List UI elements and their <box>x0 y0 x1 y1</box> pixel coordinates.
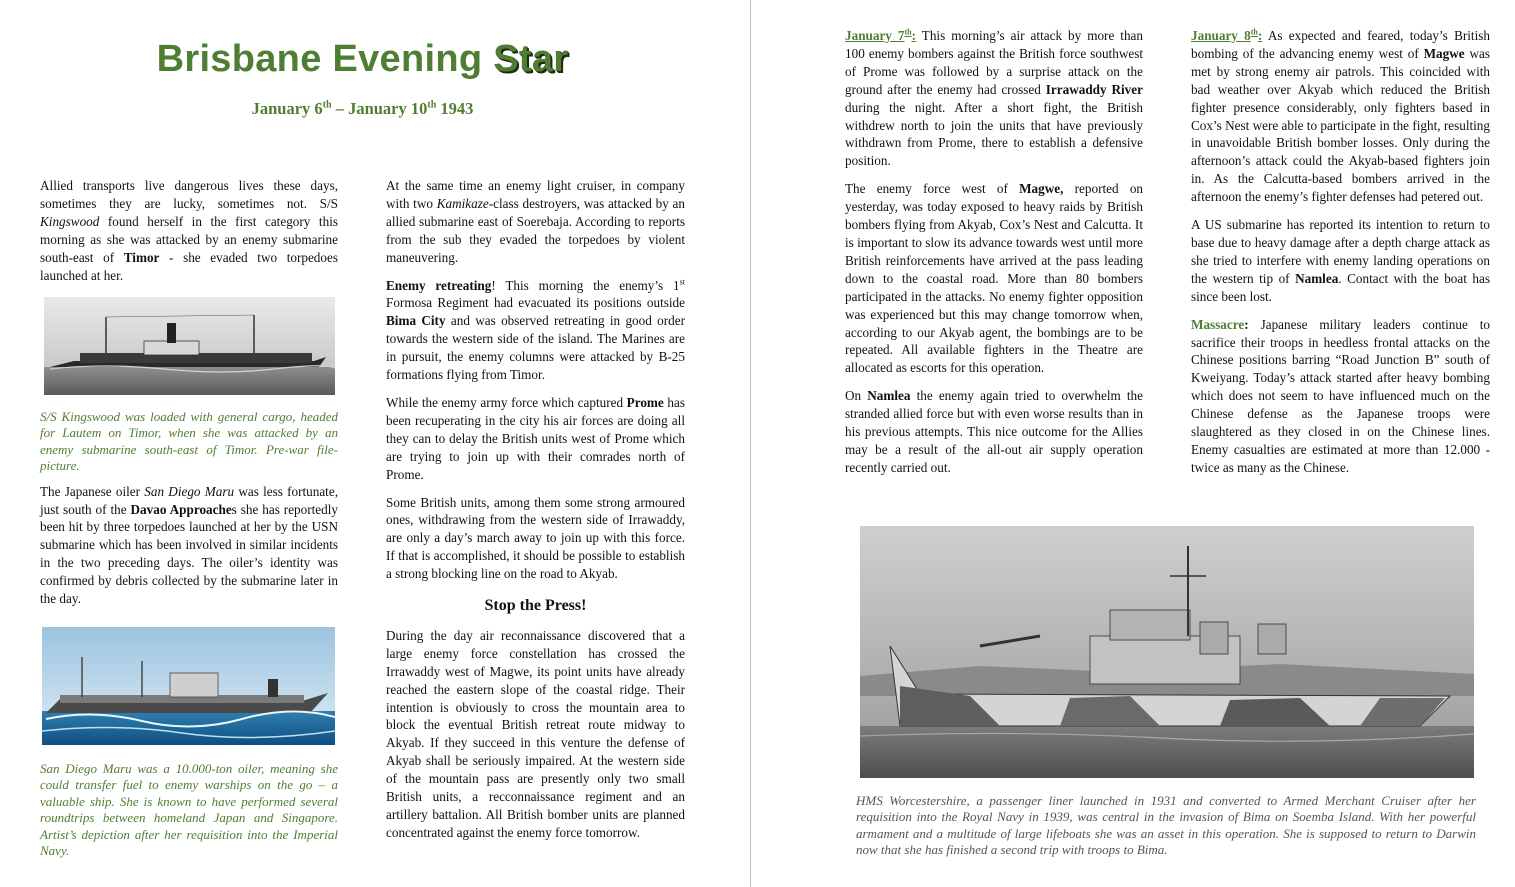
place-name: Irrawaddy River <box>1045 81 1143 97</box>
date-heading: January 8 <box>1191 28 1251 43</box>
oiler-ship-image <box>42 627 335 745</box>
column-3 <box>845 27 1143 487</box>
hms-worcestershire-caption: HMS Worcestershire, a passenger liner launched in 1931 and converted to Armed Merchant Cruiser after her requisition into the Royal Navy in 1939, was central in the invasion of Bima on Soemba Island. With her powerful armament and a multitude of large lifeboats she was an asset in this operation. She is supposed to return to Darwin now that she has finished a second trip with troops to Bima. <box>856 793 1476 858</box>
article-enemy-retreating <box>386 277 685 384</box>
page-divider <box>750 0 751 887</box>
cargo-ship-image <box>44 297 335 395</box>
article-january-8 <box>1191 27 1490 206</box>
date-colon: : <box>1257 28 1263 43</box>
text: -class destroyers, was attacked by an allied submarine east of Soerebaja. According to reports from the sub they evaded the torpedoes by violent maneuvering. <box>386 195 685 265</box>
ship-class: Kamikaze <box>436 195 489 211</box>
article-prome <box>386 394 685 484</box>
text: Allied transports live dangerous lives these days, sometimes they are lucky, sometimes not. S/S <box>40 178 338 211</box>
photo-caption-block <box>856 793 1476 869</box>
text: This morning’s air attack by more than 100 enemy bombers against the British force southwest of Prome was followed by a surprise attack on the ground after the enemy had crossed <box>845 28 1143 97</box>
kingswood-caption: S/S Kingswood was loaded with general cargo, headed for Lautem on Timor, when she was attacked by an enemy submarine south-east of Timor. Pre-war file-picture. <box>40 409 338 474</box>
article-us-submarine <box>1191 216 1490 306</box>
text: - she evaded two torpedoes launched at her. <box>40 249 338 283</box>
place-name: Prome <box>626 394 664 410</box>
place-name: Davao Approache <box>130 501 232 517</box>
article-light-cruiser <box>386 177 685 267</box>
text: reported on yesterday, was today exposed to heavy raids by British bombers flying from Akyab, Cox’s Nest and Calcutta. It is important to slow its advance towards west until more British reinforcements have arrived at the pass leading down to the coastal road. More than 80 bombers participated in the attacks. No enemy fighter opposition was experienced but this may change tomorrow when, according to our Akyab agent, the bombings are to be repeated. All available fighters in the Theatre are allocated as escorts for this operation. <box>845 181 1144 376</box>
article-january-7 <box>845 27 1143 170</box>
place-name: Magwe, <box>1019 181 1064 197</box>
place-name: Timor <box>123 249 160 265</box>
text: The Japanese oiler <box>40 483 145 499</box>
text: was less fortunate, just south of the <box>40 483 338 517</box>
place-name: Namlea <box>1295 270 1339 286</box>
text: . Contact with the boat has since been lost. <box>1191 270 1491 304</box>
masthead-title-main: Brisbane Evening <box>156 38 483 80</box>
article-magwe <box>845 180 1143 377</box>
date-start: January 6 <box>251 99 323 118</box>
text: On <box>845 388 868 404</box>
place-name: Magwe <box>1423 45 1465 61</box>
article-namlea <box>845 387 1143 477</box>
ship-name: San Diego Maru <box>144 483 235 499</box>
article-british-units: Some British units, among them some strong armoured ones, withdrawing from the western side of Irrawaddy, are only a day’s march away to join up with this force. If that is accomplished, it should be possible to establish a strong blocking line on the road to Akyab. <box>386 494 685 582</box>
text: s she has reportedly been hit by three torpedoes launched at her by the USN submarine which has been involved in similar incidents in the two preceding days. The oiler’s identity was confirmed by debris collected by the submarine later in the day. <box>40 501 338 607</box>
ship-name: Kingswood <box>40 213 100 229</box>
text: The enemy force west of <box>845 181 1020 197</box>
article-air-reconnaissance: During the day air reconnaissance discovered that a large enemy force constellation has crossed the Irrawaddy west of Magwe, its point units have already reached the eastern slope of the coastal ridge. Their intention is obviously to cross the mountain area to block the eventual British retreat route midway to Akyab. If they succeed in this venture the defense of Akyab shall be seriously impaired. At the western side of the mountain pass are presently only two small British units, a recconnaissance regiment and an artillery battalion. All British bomber units are planned concentrated against the enemy force tomorrow. <box>386 627 685 840</box>
text: during the night. After a short fight, the British withdrew north to join the units that have previously withdrawn from Prome, there to establish a defensive position. <box>845 99 1143 169</box>
text: As expected and feared, today’s British bombing of the advancing enemy west of <box>1191 28 1490 61</box>
column-1-lower <box>40 409 338 618</box>
place-name: Bima City <box>386 313 446 329</box>
article-massacre <box>1191 316 1490 477</box>
issue-dates <box>40 99 685 119</box>
headline-colon: : <box>1244 316 1249 332</box>
masthead-title-star: Star <box>493 38 569 80</box>
place-name: Namlea <box>867 388 911 404</box>
ordinal-suffix: st <box>679 277 685 287</box>
masthead-title <box>40 38 685 81</box>
headline: Enemy retreating <box>386 277 492 293</box>
text: found herself in the first category this morning as she was attacked by an enemy submarine south-east of <box>40 213 338 265</box>
text: and was observed retreating in good order towards the western side of the island. The Marines are in pursuit, the enemy columns were attacked by B-25 formations flying from Timor. <box>386 313 685 383</box>
hms-worcestershire-photo <box>860 526 1474 778</box>
article-san-diego-maru <box>40 483 338 608</box>
date-year: 1943 <box>436 99 474 118</box>
date-heading: January 7 <box>845 28 905 43</box>
column-2 <box>386 177 685 852</box>
text: Formosa Regiment had evacuated its positions outside <box>386 295 685 311</box>
ordinal-suffix: th <box>904 27 912 37</box>
kingswood-photo <box>44 297 335 395</box>
text: At the same time an enemy light cruiser, in company with two <box>386 178 685 211</box>
cruiser-ship-image <box>860 526 1474 778</box>
date-end: January 10 <box>348 99 428 118</box>
text: Japanese military leaders continue to sacrifice their troops in heedless frontal attacks on the Chinese positions barring “Road Junction B” south of Kweiyang. Today’s attack started after heavy bombing which does not seem to have influenced much on the Chinese defense as the Japanese troops were slaughtered as they closed in on the Chinese lines. Enemy casualties are estimated at more than 12.000 - twice as many as the Chinese. <box>1191 316 1490 475</box>
date-dash: – <box>331 99 349 118</box>
text: A US submarine has reported its intention to return to base due to heavy damage after a depth charge attack as she tried to interfere with enemy landing operations on the western tip of <box>1191 217 1490 286</box>
ordinal-suffix: th <box>1250 27 1258 37</box>
column-4 <box>1191 27 1490 487</box>
column-1 <box>40 177 338 294</box>
san-diego-maru-painting <box>42 627 335 745</box>
text: While the enemy army force which captured <box>386 394 627 410</box>
text: the enemy again tried to overwhelm the stranded allied force but with even worse results than in his previous attempts. This nice outcome for the Allies may be a result of the all-out air supply operation recently carried out. <box>845 388 1143 475</box>
san-diego-maru-caption: San Diego Maru was a 10.000-ton oiler, meaning she could transfer fuel to enemy warships on the go – a valuable ship. She is known to have performed several roundtrips between homeland Japan and Singapore. Artist’s depiction after her requisition into the Imperial Navy. <box>40 761 338 859</box>
column-1-bottom <box>40 761 338 869</box>
headline: Massacre <box>1191 316 1245 332</box>
text: has been recuperating in the city his air forces are doing all they can to delay the British units west of Prome which are trying to join up with their comrades north of Prome. <box>386 394 685 482</box>
article-kingswood <box>40 177 338 284</box>
text: was met by strong enemy air patrols. This coincided with bad weather over Akyab which reduced the British fighter presence considerably, only fighters based in Cox’s Nest were able to participate in the fight, resulting in unavoidable British bomber losses. Only during the afternoon’s attack could the Akyab-based fighters join in. As the Calcutta-based bombers arrived in the afternoon the enemy’s fighter defenses had petered out. <box>1191 45 1490 205</box>
text: ! This morning the enemy’s 1 <box>491 277 680 293</box>
stop-the-press-heading: Stop the Press! <box>484 597 587 615</box>
date-start-suffix: th <box>322 99 332 111</box>
date-end-suffix: th <box>427 99 437 111</box>
date-colon: : <box>911 28 917 43</box>
